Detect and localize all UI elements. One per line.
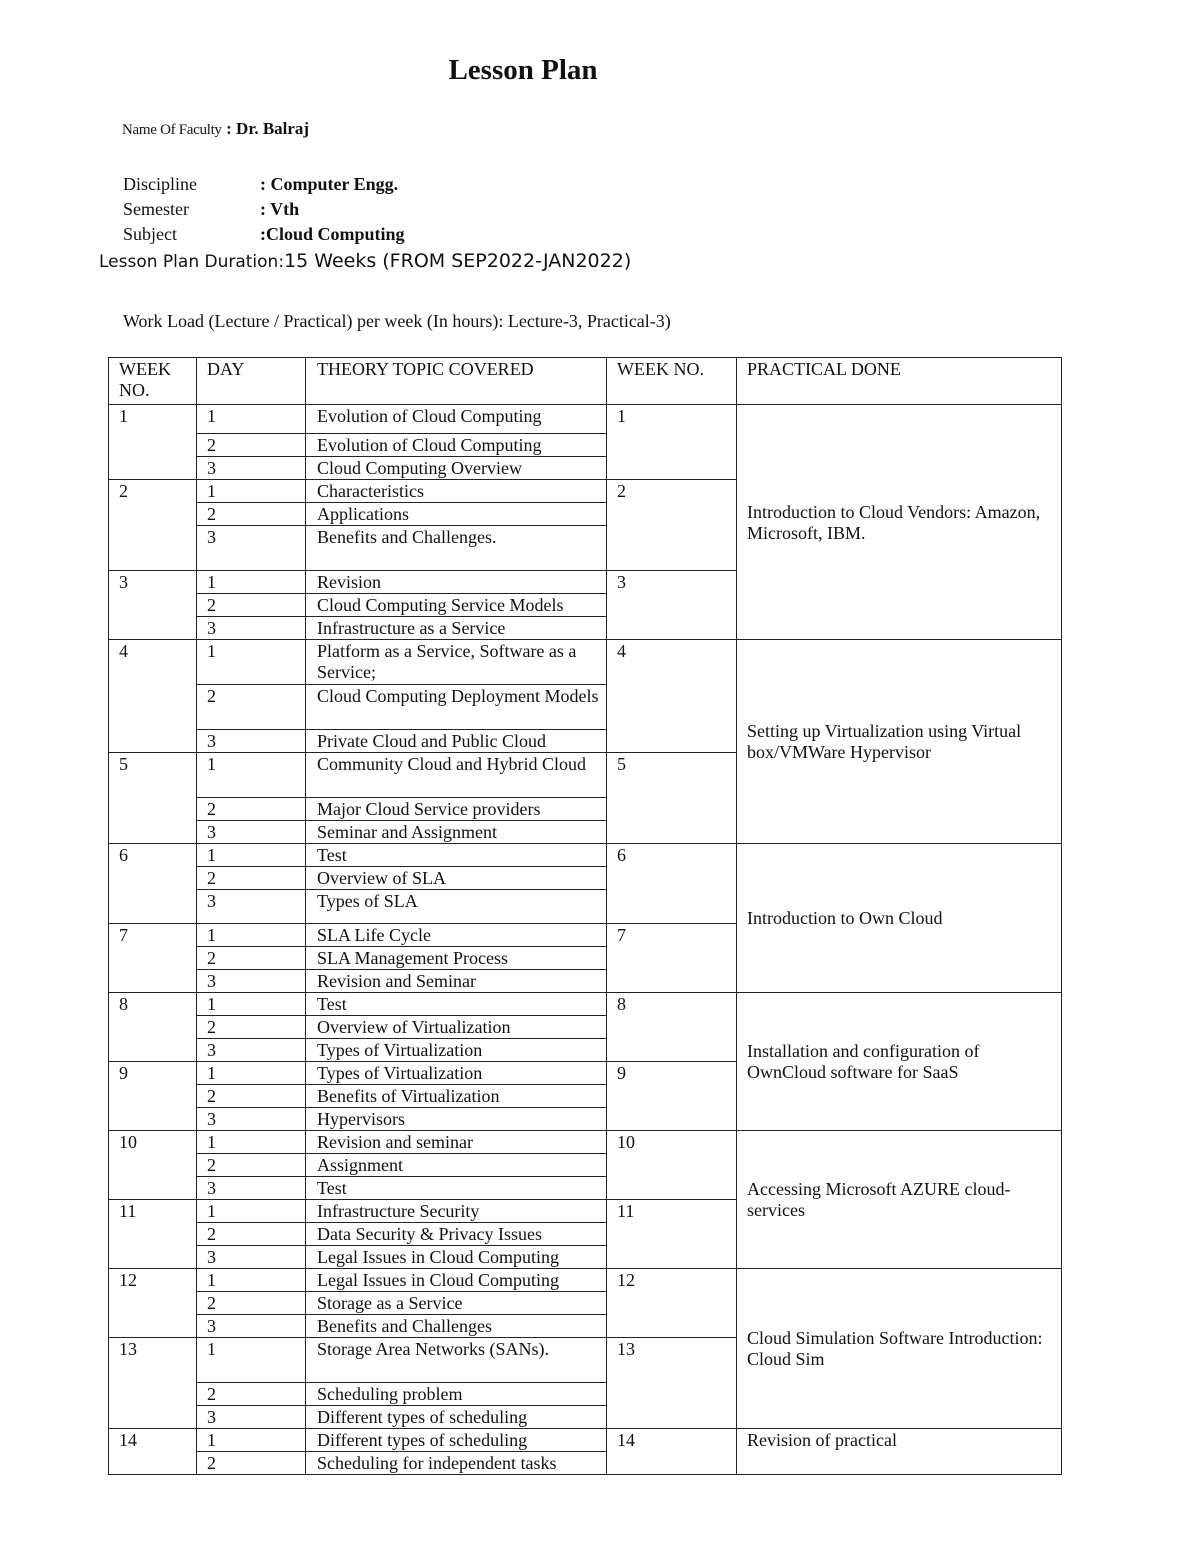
theory-topic-cell: Evolution of Cloud Computing [306, 405, 607, 434]
header-practical: PRACTICAL DONE [737, 358, 1062, 405]
duration-value: 15 Weeks (FROM SEP2022-JAN2022) [284, 250, 632, 272]
header-theory: THEORY TOPIC COVERED [306, 358, 607, 405]
discipline-label: Discipline [123, 174, 197, 194]
day-cell: 2 [197, 1085, 306, 1108]
day-cell: 3 [197, 617, 306, 640]
day-cell: 2 [197, 1223, 306, 1246]
week-number-cell: 5 [109, 753, 197, 844]
day-cell: 3 [197, 1039, 306, 1062]
discipline-value: : Computer Engg. [260, 174, 399, 194]
theory-topic-cell: Seminar and Assignment [306, 821, 607, 844]
faculty-value: : Dr. Balraj [226, 119, 310, 138]
week-number-cell: 8 [109, 993, 197, 1062]
week-number-cell: 6 [109, 844, 197, 924]
theory-topic-cell: Cloud Computing Service Models [306, 594, 607, 617]
day-cell: 3 [197, 1246, 306, 1269]
day-cell: 1 [197, 640, 306, 685]
practical-week-cell: 1 [607, 405, 737, 480]
day-cell: 2 [197, 434, 306, 457]
day-cell: 1 [197, 1429, 306, 1452]
day-cell: 1 [197, 924, 306, 947]
theory-topic-cell: Hypervisors [306, 1108, 607, 1131]
day-cell: 1 [197, 844, 306, 867]
week-number-cell: 2 [109, 480, 197, 571]
theory-topic-cell: Platform as a Service, Software as a Service; [306, 640, 607, 685]
day-cell: 2 [197, 1383, 306, 1406]
practical-week-cell: 4 [607, 640, 737, 753]
theory-topic-cell: Overview of Virtualization [306, 1016, 607, 1039]
day-cell: 1 [197, 1338, 306, 1383]
theory-topic-cell: Scheduling for independent tasks [306, 1452, 607, 1475]
week-number-cell: 12 [109, 1269, 197, 1338]
day-cell: 1 [197, 405, 306, 434]
day-cell: 1 [197, 753, 306, 798]
practical-done-cell: Introduction to Cloud Vendors: Amazon, Microsoft, IBM. [737, 405, 1062, 640]
theory-topic-cell: SLA Life Cycle [306, 924, 607, 947]
table-row [109, 1131, 1062, 1154]
faculty-row [122, 118, 309, 139]
practical-week-cell: 9 [607, 1062, 737, 1131]
theory-topic-cell: Revision and seminar [306, 1131, 607, 1154]
theory-topic-cell: Test [306, 1177, 607, 1200]
practical-done-cell: Installation and configuration of OwnCloud software for SaaS [737, 993, 1062, 1131]
day-cell: 1 [197, 571, 306, 594]
day-cell: 2 [197, 503, 306, 526]
day-cell: 3 [197, 1406, 306, 1429]
theory-topic-cell: Community Cloud and Hybrid Cloud [306, 753, 607, 798]
theory-topic-cell: Legal Issues in Cloud Computing [306, 1269, 607, 1292]
day-cell: 2 [197, 947, 306, 970]
theory-topic-cell: Different types of scheduling [306, 1429, 607, 1452]
week-number-cell: 7 [109, 924, 197, 993]
day-cell: 2 [197, 1154, 306, 1177]
subject-label: Subject [123, 224, 177, 244]
theory-topic-cell: Types of Virtualization [306, 1039, 607, 1062]
lesson-plan-table [108, 357, 1062, 1475]
duration-row [99, 250, 631, 272]
theory-topic-cell: Types of SLA [306, 890, 607, 924]
week-number-cell: 3 [109, 571, 197, 640]
semester-value: : Vth [260, 199, 300, 219]
theory-topic-cell: Applications [306, 503, 607, 526]
week-number-cell: 13 [109, 1338, 197, 1429]
page-title: Lesson Plan [448, 54, 598, 86]
table-row [109, 405, 1062, 434]
theory-topic-cell: Infrastructure Security [306, 1200, 607, 1223]
header-week: WEEK NO. [109, 358, 197, 405]
faculty-label: Name Of Faculty [122, 122, 222, 138]
theory-topic-cell: Benefits and Challenges [306, 1315, 607, 1338]
practical-week-cell: 11 [607, 1200, 737, 1269]
theory-topic-cell: Private Cloud and Public Cloud [306, 730, 607, 753]
week-number-cell: 9 [109, 1062, 197, 1131]
day-cell: 2 [197, 1292, 306, 1315]
theory-topic-cell: Characteristics [306, 480, 607, 503]
theory-topic-cell: Test [306, 993, 607, 1016]
table-row [109, 844, 1062, 867]
practical-done-cell: Accessing Microsoft AZURE cloud-services [737, 1131, 1062, 1269]
theory-topic-cell: Revision and Seminar [306, 970, 607, 993]
duration-label: Lesson Plan Duration: [99, 252, 285, 272]
theory-topic-cell: Revision [306, 571, 607, 594]
table-row [109, 1429, 1062, 1452]
week-number-cell: 11 [109, 1200, 197, 1269]
theory-topic-cell: Benefits of Virtualization [306, 1085, 607, 1108]
week-number-cell: 10 [109, 1131, 197, 1200]
practical-week-cell: 13 [607, 1338, 737, 1429]
theory-topic-cell: Assignment [306, 1154, 607, 1177]
practical-week-cell: 3 [607, 571, 737, 640]
day-cell: 3 [197, 1108, 306, 1131]
day-cell: 2 [197, 594, 306, 617]
day-cell: 1 [197, 1269, 306, 1292]
day-cell: 3 [197, 730, 306, 753]
week-number-cell: 1 [109, 405, 197, 480]
day-cell: 3 [197, 890, 306, 924]
day-cell: 1 [197, 480, 306, 503]
theory-topic-cell: Test [306, 844, 607, 867]
day-cell: 3 [197, 526, 306, 571]
header-practical-week: WEEK NO. [607, 358, 737, 405]
theory-topic-cell: Evolution of Cloud Computing [306, 434, 607, 457]
theory-topic-cell: Different types of scheduling [306, 1406, 607, 1429]
practical-week-cell: 10 [607, 1131, 737, 1200]
table-header-row [109, 358, 1062, 405]
day-cell: 1 [197, 1200, 306, 1223]
discipline-row [123, 174, 398, 195]
practical-done-cell: Setting up Virtualization using Virtual box/VMWare Hypervisor [737, 640, 1062, 844]
day-cell: 2 [197, 685, 306, 730]
day-cell: 3 [197, 970, 306, 993]
day-cell: 3 [197, 821, 306, 844]
practical-week-cell: 2 [607, 480, 737, 571]
theory-topic-cell: Benefits and Challenges. [306, 526, 607, 571]
table-row [109, 640, 1062, 685]
practical-done-cell: Cloud Simulation Software Introduction: Cloud Sim [737, 1269, 1062, 1429]
subject-row [123, 224, 405, 245]
day-cell: 1 [197, 993, 306, 1016]
table-row [109, 1269, 1062, 1292]
practical-done-cell: Revision of practical [737, 1429, 1062, 1475]
day-cell: 1 [197, 1131, 306, 1154]
workload-text: Work Load (Lecture / Practical) per week (In hours): Lecture-3, Practical-3) [123, 311, 671, 331]
theory-topic-cell: Overview of SLA [306, 867, 607, 890]
theory-topic-cell: Storage Area Networks (SANs). [306, 1338, 607, 1383]
practical-week-cell: 14 [607, 1429, 737, 1475]
day-cell: 1 [197, 1062, 306, 1085]
week-number-cell: 14 [109, 1429, 197, 1475]
semester-label: Semester [123, 199, 189, 219]
day-cell: 2 [197, 867, 306, 890]
day-cell: 2 [197, 1452, 306, 1475]
theory-topic-cell: Cloud Computing Deployment Models [306, 685, 607, 730]
day-cell: 2 [197, 798, 306, 821]
theory-topic-cell: Data Security & Privacy Issues [306, 1223, 607, 1246]
theory-topic-cell: Legal Issues in Cloud Computing [306, 1246, 607, 1269]
theory-topic-cell: Infrastructure as a Service [306, 617, 607, 640]
practical-week-cell: 12 [607, 1269, 737, 1338]
theory-topic-cell: SLA Management Process [306, 947, 607, 970]
day-cell: 3 [197, 1177, 306, 1200]
theory-topic-cell: Types of Virtualization [306, 1062, 607, 1085]
header-day: DAY [197, 358, 306, 405]
theory-topic-cell: Storage as a Service [306, 1292, 607, 1315]
practical-done-cell: Introduction to Own Cloud [737, 844, 1062, 993]
semester-row [123, 199, 299, 220]
practical-week-cell: 6 [607, 844, 737, 924]
table-row [109, 993, 1062, 1016]
theory-topic-cell: Scheduling problem [306, 1383, 607, 1406]
subject-value: :Cloud Computing [260, 224, 405, 244]
theory-topic-cell: Major Cloud Service providers [306, 798, 607, 821]
day-cell: 2 [197, 1016, 306, 1039]
practical-week-cell: 7 [607, 924, 737, 993]
day-cell: 3 [197, 457, 306, 480]
theory-topic-cell: Cloud Computing Overview [306, 457, 607, 480]
day-cell: 3 [197, 1315, 306, 1338]
week-number-cell: 4 [109, 640, 197, 753]
practical-week-cell: 5 [607, 753, 737, 844]
practical-week-cell: 8 [607, 993, 737, 1062]
